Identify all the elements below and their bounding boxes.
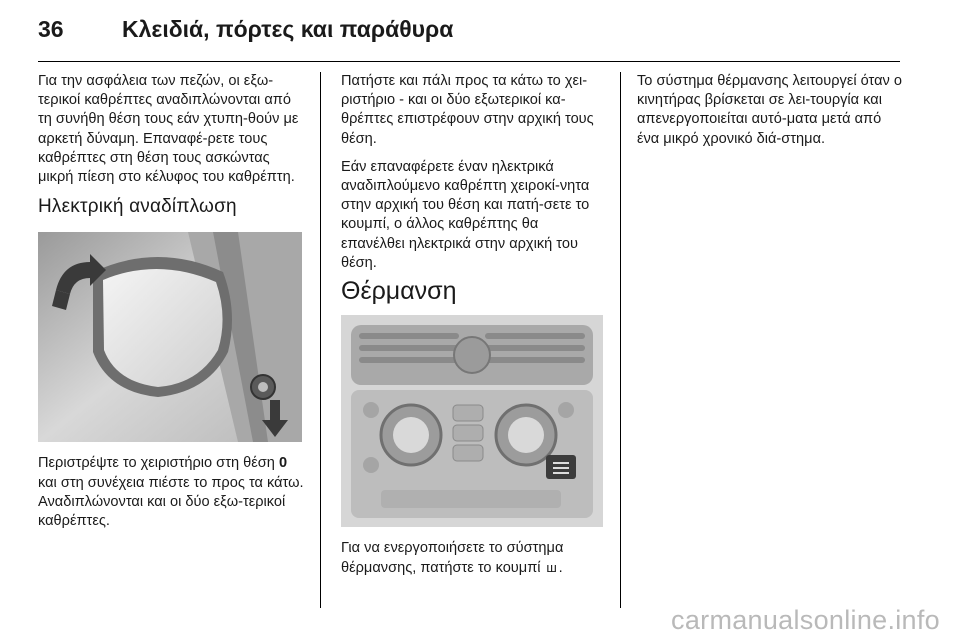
watermark: carmanualsonline.info [671,605,940,635]
heating-panel-photo-icon [341,315,603,527]
mirror-figure [38,232,302,442]
position-zero: 0 [278,455,288,472]
column-divider-2 [620,72,621,608]
section-heading-heating: Θέρμανση [341,277,457,306]
column-3 [637,72,903,158]
column-2 [341,72,603,588]
heated-mirror-icon: ш [546,560,557,576]
header-rule [38,61,900,62]
page-number: 36 [38,16,64,42]
column-1 [38,72,304,540]
heating-info-paragraph: Το σύστημα θέρμανσης λειτουργεί όταν ο κινητήρας βρίσκεται σε λει-τουργία και απενεργοποιείται αυτό-ματα μετά από ένα μικρό χρονικό διά-στημα. [637,73,903,147]
column-divider-1 [320,72,321,608]
section-heading-electric-folding: Ηλεκτρική αναδίπλωση [38,196,237,218]
mirror-photo-icon [38,232,302,442]
manual-reset-paragraph: Εάν επαναφέρετε έναν ηλεκτρικά αναδιπλούμενο καθρέπτη χειροκί-νητα στην αρχική του θέση και πατή-σετε το κουμπί, ο άλλος καθρέπτης θα επανέλθει ηλεκτρικά στην αρχική του θέση. [341,158,590,271]
heating-panel-figure [341,315,603,527]
chapter-title: Κλειδιά, πόρτες και παράθυρα [122,16,454,42]
heating-caption: Για να ενεργοποιήσετε το σύστημα θέρμανσης, πατήστε το κουμπί ш . [341,540,564,577]
page-header [38,16,453,46]
return-paragraph: Πατήστε και πάλι προς τα κάτω το χει-ριστήριο - και οι δύο εξωτερικοί κα-θρέπτες επιστρέφουν στην αρχική τους θέση. [341,73,594,147]
intro-paragraph: Για την ασφάλεια των πεζών, οι εξω-τερικοί καθρέπτες αναδιπλώνονται από τη συνήθη θέση τους εάν χτυπη-θούν με αρκετή δύναμη. Επαναφέ-ρετε τους καθρέπτες στη θέση τους ασκώντας μικρή πίεση στο κέλυφος του καθρέπτη. [38,73,299,186]
mirror-caption: Περιστρέψτε το χειριστήριο στη θέση 0 και στη συνέχεια πιέστε το προς τα κάτω. Αναδιπλώνονται και οι δύο εξω-τερικοί καθρέπτες. [38,455,304,530]
